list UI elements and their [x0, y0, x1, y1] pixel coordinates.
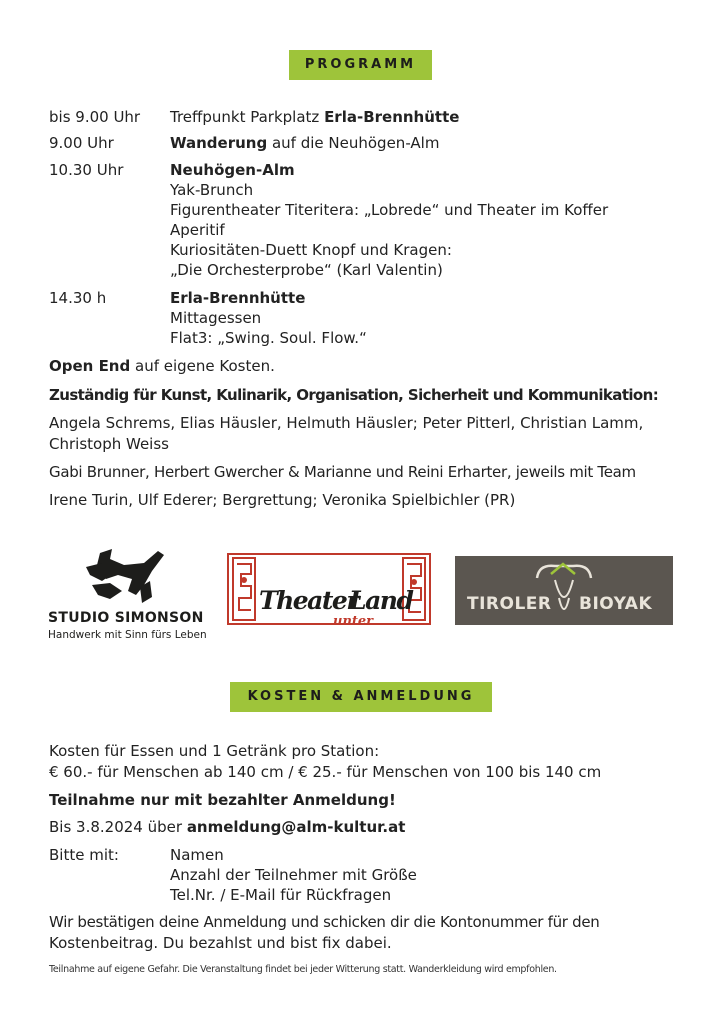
names-line: Irene Turin, Ulf Ederer; Bergrettung; Veronika Spielbichler (PR): [49, 491, 516, 509]
bull-horns-icon: [40, 545, 210, 607]
list-item: Namen: [170, 846, 224, 864]
kosten-line: Kosten für Essen und 1 Getränk pro Station:: [49, 742, 380, 760]
registration-email-link[interactable]: anmeldung@alm-kultur.at: [186, 818, 406, 836]
simonson-tagline: Handwerk mit Sinn fürs Leben: [48, 629, 207, 641]
list-item: Tel.Nr. / E-Mail für Rückfragen: [170, 886, 392, 904]
confirm-line: Wir bestätigen deine Anmeldung und schicken dir die Kontonummer für den: [49, 913, 600, 931]
time-label: 9.00 Uhr: [49, 134, 114, 152]
bioyak-word: BIOYAK: [579, 594, 653, 614]
open-end-line: Open End auf eigene Kosten.: [49, 357, 275, 375]
confirm-line: Kostenbeitrag. Du bezahlst und bist fix dabei.: [49, 934, 392, 952]
schedule-item: Neuhögen-Alm Yak-Brunch Figurentheater Titeritera: „Lobrede“ und Theater im Koffer Aperitif Kuriositäten-Duett Knopf und Kragen: „Die Orchesterprobe“ (Karl Valentin): [170, 161, 609, 279]
theater-word: Theater: [259, 586, 359, 615]
list-item: Anzahl der Teilnehmer mit Größe: [170, 866, 417, 884]
footer-note: Teilnahme auf eigene Gefahr. Die Veranstaltung findet bei jeder Witterung statt. Wanderkleidung wird empfohlen.: [49, 964, 557, 975]
names-line: Gabi Brunner, Herbert Gwercher & Marianne und Reini Erharter, jeweils mit Team: [49, 463, 636, 481]
kosten-banner: KOSTEN & ANMELDUNG: [230, 682, 492, 712]
programm-banner: PROGRAMM: [289, 50, 432, 80]
theater-land-unter-logo: [227, 552, 431, 632]
bitte-list: [170, 845, 417, 905]
names-line: Christoph Weiss: [49, 435, 169, 453]
names-line: Angela Schrems, Elias Häusler, Helmuth Häusler; Peter Pitterl, Christian Lamm,: [49, 414, 644, 432]
schedule-item: Treffpunkt Parkplatz Erla-Brennhütte: [170, 108, 460, 126]
schedule-item: Erla-Brennhütte Mittagessen Flat3: „Swing. Soul. Flow.“: [170, 289, 367, 347]
time-label: 10.30 Uhr: [49, 161, 124, 179]
time-label: bis 9.00 Uhr: [49, 108, 141, 126]
yak-head-icon: [455, 556, 673, 625]
studio-simonson-logo: [40, 545, 210, 645]
time-label: 14.30 h: [49, 289, 107, 307]
tiroler-bioyak-logo: [455, 556, 673, 625]
bitte-label: Bitte mit:: [49, 846, 119, 864]
kosten-line: € 60.- für Menschen ab 140 cm / € 25.- für Menschen von 100 bis 140 cm: [49, 763, 602, 781]
tiroler-word: TIROLER: [467, 594, 552, 614]
schedule-item: Wanderung auf die Neuhögen-Alm: [170, 134, 440, 152]
land-word: Land: [349, 586, 413, 615]
unter-word: unter: [333, 614, 374, 629]
teilnahme-notice: Teilnahme nur mit bezahlter Anmeldung!: [49, 791, 396, 809]
zustaendig-heading: Zuständig für Kunst, Kulinarik, Organisation, Sicherheit und Kommunikation:: [49, 386, 659, 404]
deadline-line: Bis 3.8.2024 über anmeldung@alm-kultur.at: [49, 818, 406, 836]
simonson-name: STUDIO SIMONSON: [48, 610, 204, 626]
